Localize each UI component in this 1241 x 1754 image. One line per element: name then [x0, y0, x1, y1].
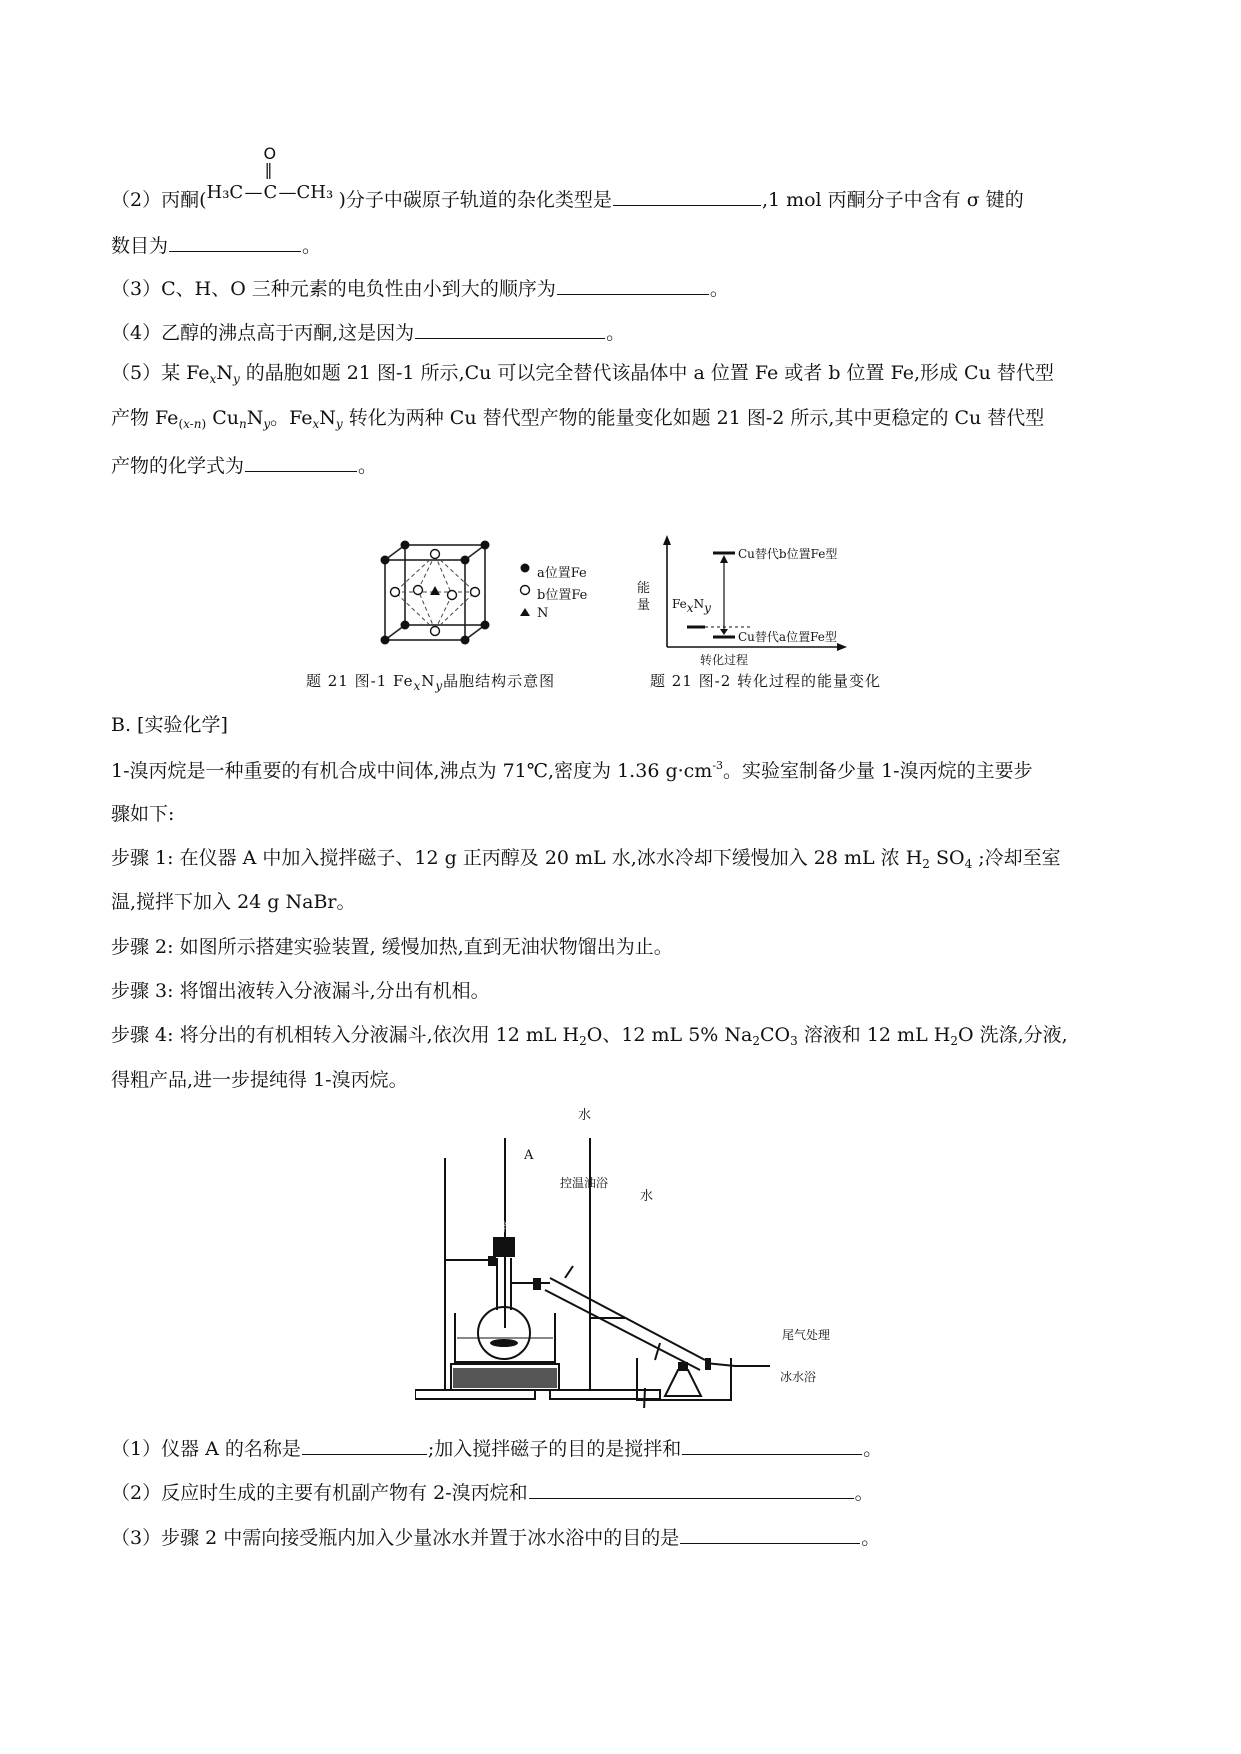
question-b1: （1）仪器 A 的名称是 ;加入搅拌磁子的目的是搅拌和 。 — [111, 1438, 883, 1460]
step4-line1: 步骤 4: 将分出的有机相转入分液漏斗,依次用 12 mL $H_2O$、12 mL 5% $Na_2CO_3$ 溶液和 12 mL $H_2O$ 洗涤,分液, — [111, 1024, 1068, 1048]
partB-intro-line1: 1-溴丙烷是一种重要的有机合成中间体,沸点为 71℃,密度为 1.36 $g\cdot cm^{-3}$。实验室制备少量 1-溴丙烷的主要步 — [111, 759, 1033, 782]
question-a5-line1: （5）某 $Fe_xN_y$ 的晶胞如题 21 图-1 所示,Cu 可以完全替代该晶体中 a 位置 Fe 或者 b 位置 Fe,形成 Cu 替代型 — [111, 362, 1054, 386]
answer-blank[interactable] — [529, 1480, 854, 1499]
question-a2-line2: 数目为 。 — [111, 235, 322, 257]
label-flask-A: A — [524, 1148, 534, 1163]
step2: 步骤 2: 如图所示搭建实验装置, 缓慢加热,直到无油状物馏出为止。 — [111, 936, 673, 958]
partB-intro-line2: 骤如下: — [111, 803, 175, 825]
legend-n: N — [537, 606, 549, 621]
answer-blank[interactable] — [415, 320, 605, 339]
label-water-in: 水 — [578, 1108, 592, 1123]
answer-blank[interactable] — [557, 276, 709, 295]
question-b2: （2）反应时生成的主要有机副产物有 2-溴丙烷和 。 — [111, 1482, 874, 1504]
question-b3: （3）步骤 2 中需向接受瓶内加入少量冰水并置于冰水浴中的目的是 。 — [111, 1527, 881, 1549]
legend-b-site: b位置Fe — [537, 588, 588, 603]
step1-line1: 步骤 1: 在仪器 A 中加入搅拌磁子、12 g 正丙醇及 20 mL 水,冰水冷却下缓慢加入 28 mL 浓 $H_2$ $SO_4$ ;冷却至室 — [111, 847, 1061, 871]
figure2-caption: 题 21 图-2 转化过程的能量变化 — [650, 672, 882, 690]
label-water-out: 水 — [640, 1189, 654, 1204]
figure1-caption: 题 21 图-1 $Fe_xN_y$晶胞结构示意图 — [306, 672, 556, 693]
label-magnetic-stirrer: 磁力搅拌器 — [460, 1220, 521, 1234]
step4-line2: 得粗产品,进一步提纯得 1-溴丙烷。 — [111, 1069, 408, 1091]
energy-xlabel: 转化过程 — [700, 653, 749, 667]
label-oil-bath: 控温油浴 — [560, 1176, 609, 1190]
answer-blank[interactable] — [245, 453, 357, 472]
energy-bottom-label: Cu替代a位置Fe型 — [738, 630, 837, 644]
answer-blank[interactable] — [613, 187, 761, 206]
acetone-formula: O ‖ H₃C — C — CH₃ — [206, 144, 334, 203]
label-exhaust: 尾气处理 — [782, 1328, 831, 1342]
partB-heading: B. [实验化学] — [111, 714, 228, 736]
answer-blank[interactable] — [682, 1436, 862, 1455]
legend-a-site: a位置Fe — [537, 566, 587, 581]
question-a5-line3: 产物的化学式为 。 — [111, 455, 378, 477]
answer-blank[interactable] — [169, 233, 301, 252]
answer-blank[interactable] — [680, 1525, 860, 1544]
q-number: （2） — [111, 189, 162, 211]
step3: 步骤 3: 将馏出液转入分液漏斗,分出有机相。 — [111, 980, 490, 1002]
question-a3: （3）C、H、O 三种元素的电负性由小到大的顺序为 。 — [111, 278, 729, 300]
step1-line2: 温,搅拌下加入 24 g NaBr。 — [111, 891, 356, 913]
question-a5-line2: 产物 $Fe_{(x-n)}$ $Cu_nN_y$。$Fe_xN_y$ 转化为两种 Cu 替代型产物的能量变化如题 21 图-2 所示,其中更稳定的 Cu 替代型 — [111, 407, 1045, 431]
energy-start-label: $Fe_xN_y$ — [672, 597, 711, 615]
answer-blank[interactable] — [302, 1436, 427, 1455]
label-ice-bath: 冰水浴 — [780, 1370, 817, 1384]
energy-top-label: Cu替代b位置Fe型 — [738, 547, 838, 561]
energy-ylabel: 能 量 — [637, 581, 651, 613]
question-a4: （4）乙醇的沸点高于丙酮,这是因为 。 — [111, 322, 626, 344]
question-a2-line1: （2）丙酮( O ‖ H₃C — C — CH₃ )分子中碳原子轨道的杂化类型是 ,1 mol 丙酮分子中含有 σ 键的 — [111, 144, 1024, 211]
distillation-apparatus — [415, 1138, 835, 1408]
